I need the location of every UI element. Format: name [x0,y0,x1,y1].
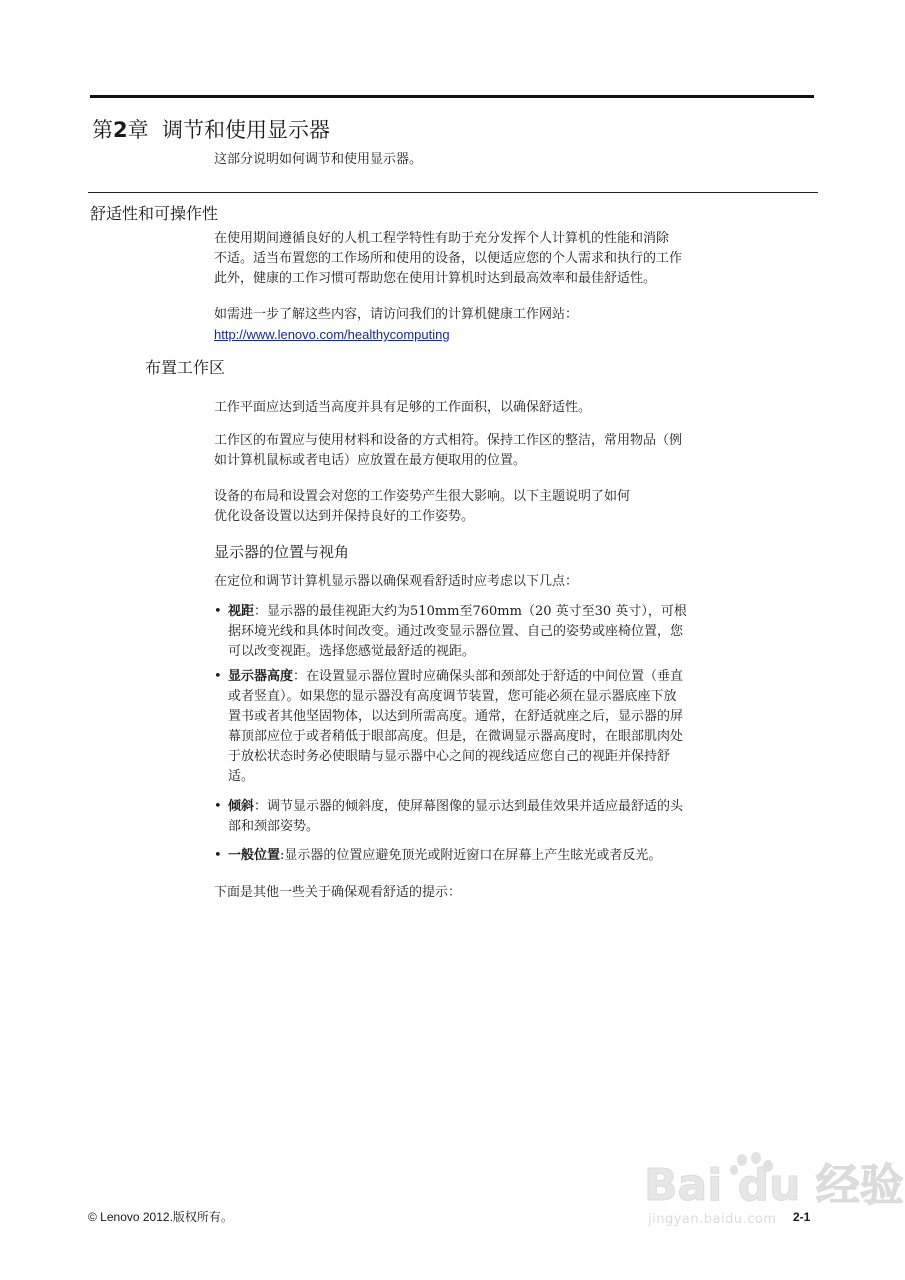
workspace-paragraph-2: 工作区的布置应与使用材料和设备的方式相符。保持工作区的整洁，常用物品（例 如计算机鼠标或者电话）应放置在最方便取用的位置。 [214,433,683,468]
watermark-site: jingyan.baidu.com [648,1212,777,1227]
chapter-intro: 这部分说明如何调节和使用显示器。 [214,152,423,167]
section-rule [88,192,818,193]
workspace-paragraph-3: 设备的布局和设置会对您的工作姿势产生很大影响。以下主题说明了如何 优化设备设置以达到并保持良好的工作姿势。 [214,489,631,524]
chapter-title: 第2章 调节和使用显示器 [92,118,330,142]
watermark-brand: Bai du 经验 [644,1160,904,1211]
bullet-dot: • [214,848,222,863]
bullet-dot: • [214,799,222,814]
closing-paragraph: 下面是其他一些关于确保观看舒适的提示： [214,885,462,900]
heading-workspace: 布置工作区 [145,358,226,377]
position-intro: 在定位和调节计算机显示器以确保观看舒适时应考虑以下几点： [214,574,579,589]
comfort-paragraph: 在使用期间遵循良好的人机工程学特性有助于充分发挥个人计算机的性能和消除 不适。适当布置您的工作场所和使用的设备，以便适应您的个人需求和执行的工作 此外，健康的工作习惯可帮助您在使用计算机时达到最高效率和最佳舒适性。 [214,231,683,286]
healthy-computing-link[interactable]: http://www.lenovo.com/healthycomputing [214,327,450,342]
heading-comfort: 舒适性和可操作性 [90,204,219,223]
top-rule [90,95,814,98]
bullet-dot: • [214,669,222,684]
bullet-dot: • [214,604,222,619]
footer-page-number: 2-1 [793,1210,811,1224]
website-paragraph: 如需进一步了解这些内容，请访问我们的计算机健康工作网站： http://www.lenovo.com/healthycomputing [214,305,578,345]
footer-copyright: © Lenovo 2012.版权所有。 [88,1210,233,1224]
heading-monitor-position: 显示器的位置与视角 [214,543,350,561]
baidu-paw-logo-icon [640,1148,904,1218]
baidu-watermark [640,1148,904,1248]
workspace-paragraph-1: 工作平面应达到适当高度并具有足够的工作面积，以确保舒适性。 [214,400,592,415]
